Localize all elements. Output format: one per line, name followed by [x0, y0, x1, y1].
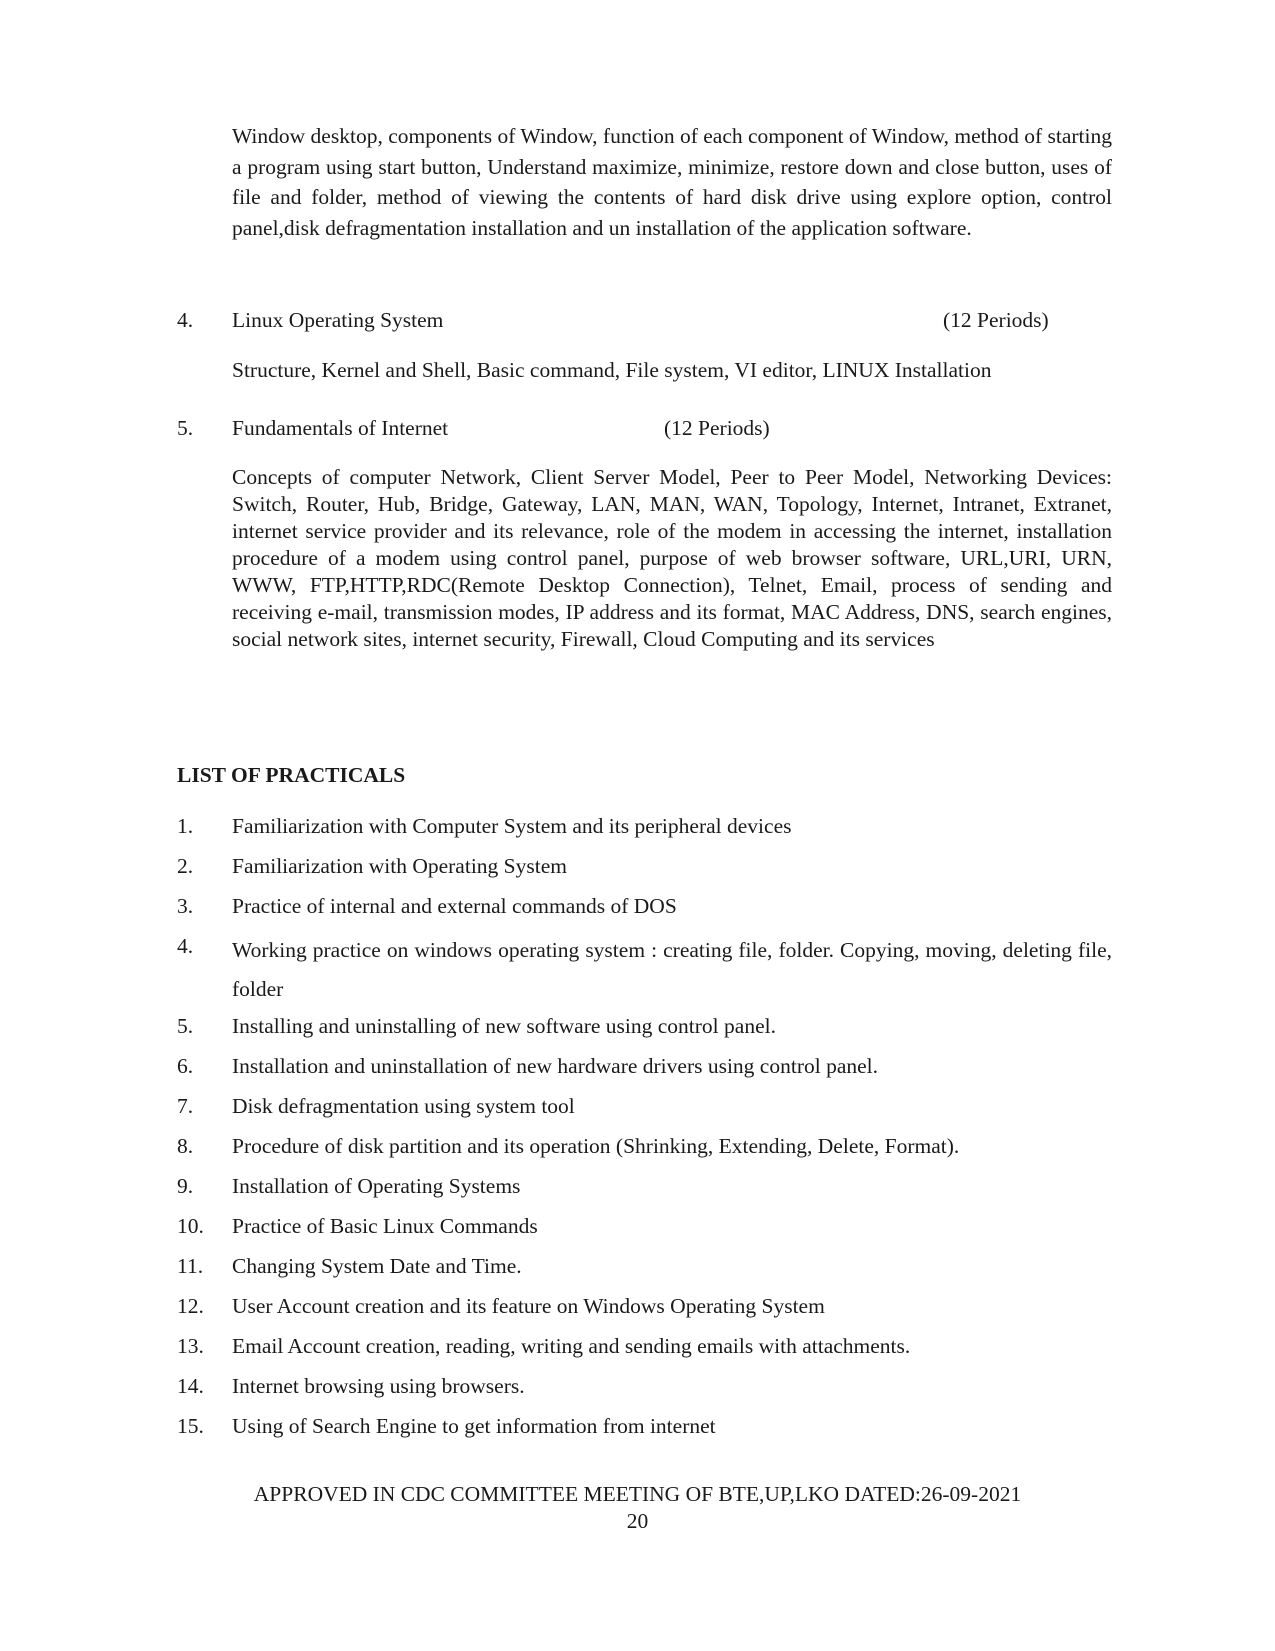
approval-footer: APPROVED IN CDC COMMITTEE MEETING OF BTE,UP,LKO DATED:26-09-2021 — [253, 1482, 1022, 1506]
practical-number: 8. — [177, 1134, 194, 1158]
practical-number: 3. — [177, 894, 194, 918]
practical-item: Familiarization with Computer System and its peripheral devices — [232, 814, 792, 838]
practicals-heading: LIST OF PRACTICALS — [177, 763, 406, 787]
intro-paragraph: Window desktop, components of Window, function of each component of Window, method of starting a program using start button, Understand maximize, minimize, restore down and close button, uses of file and folder, method of viewing the contents of hard disk drive using explore option, control panel,disk defragmentation installation and un installation of the application software. — [232, 124, 1112, 240]
section-4-title: Linux Operating System — [232, 308, 444, 332]
practical-item: Practice of Basic Linux Commands — [232, 1214, 538, 1238]
section-4-number: 4. — [177, 308, 194, 332]
practical-item: Internet browsing using browsers. — [232, 1374, 525, 1398]
practical-item: Working practice on windows operating system : creating file, folder. Copying, moving, deleting file, folder — [232, 938, 1112, 1001]
practical-item: Disk defragmentation using system tool — [232, 1094, 575, 1118]
practical-number: 14. — [177, 1374, 204, 1398]
practical-number: 13. — [177, 1334, 204, 1358]
section-5-content: Concepts of computer Network, Client Server Model, Peer to Peer Model, Networking Devices: Switch, Router, Hub, Bridge, Gateway, LAN, MAN, WAN, Topology, Internet, Intranet, Extranet, internet service provider and its relevance, role of the modem in accessing the internet, installation procedure of a modem using control panel, purpose of web browser software, URL,URI, URN, WWW, FTP,HTTP,RDC(Remote Desktop Connection), Telnet, Email, process of sending and receiving e-mail, transmission modes, IP address and its format, MAC Address, DNS, search engines, social network sites, internet security, Firewall, Cloud Computing and its services — [232, 465, 1112, 651]
practical-number: 9. — [177, 1174, 194, 1198]
practical-item: Familiarization with Operating System — [232, 854, 567, 878]
practical-item: Practice of internal and external commands of DOS — [232, 894, 677, 918]
section-5-title: Fundamentals of Internet — [232, 416, 449, 440]
practical-item: Installing and uninstalling of new software using control panel. — [232, 1014, 776, 1038]
practical-number: 10. — [177, 1214, 204, 1238]
section-4-content: Structure, Kernel and Shell, Basic command, File system, VI editor, LINUX Installation — [232, 358, 992, 382]
practical-number: 7. — [177, 1094, 194, 1118]
practical-item: Procedure of disk partition and its operation (Shrinking, Extending, Delete, Format). — [232, 1134, 960, 1158]
practical-number: 6. — [177, 1054, 194, 1078]
practical-item: User Account creation and its feature on Windows Operating System — [232, 1294, 825, 1318]
practical-number: 2. — [177, 854, 194, 878]
practical-item: Installation and uninstallation of new hardware drivers using control panel. — [232, 1054, 879, 1078]
practical-number: 11. — [177, 1254, 204, 1278]
section-5-periods: (12 Periods) — [664, 416, 770, 440]
practical-number: 15. — [177, 1414, 204, 1438]
practical-item: Email Account creation, reading, writing and sending emails with attachments. — [232, 1334, 911, 1358]
practical-item: Using of Search Engine to get information from internet — [232, 1414, 716, 1438]
section-5-number: 5. — [177, 416, 194, 440]
page-number: 20 — [626, 1509, 649, 1533]
practical-number: 4. — [177, 934, 194, 958]
practical-item: Installation of Operating Systems — [232, 1174, 521, 1198]
practical-number: 12. — [177, 1294, 204, 1318]
practical-number: 5. — [177, 1014, 194, 1038]
section-4-periods: (12 Periods) — [943, 308, 1049, 332]
practical-item: Changing System Date and Time. — [232, 1254, 522, 1278]
practical-number: 1. — [177, 814, 194, 838]
